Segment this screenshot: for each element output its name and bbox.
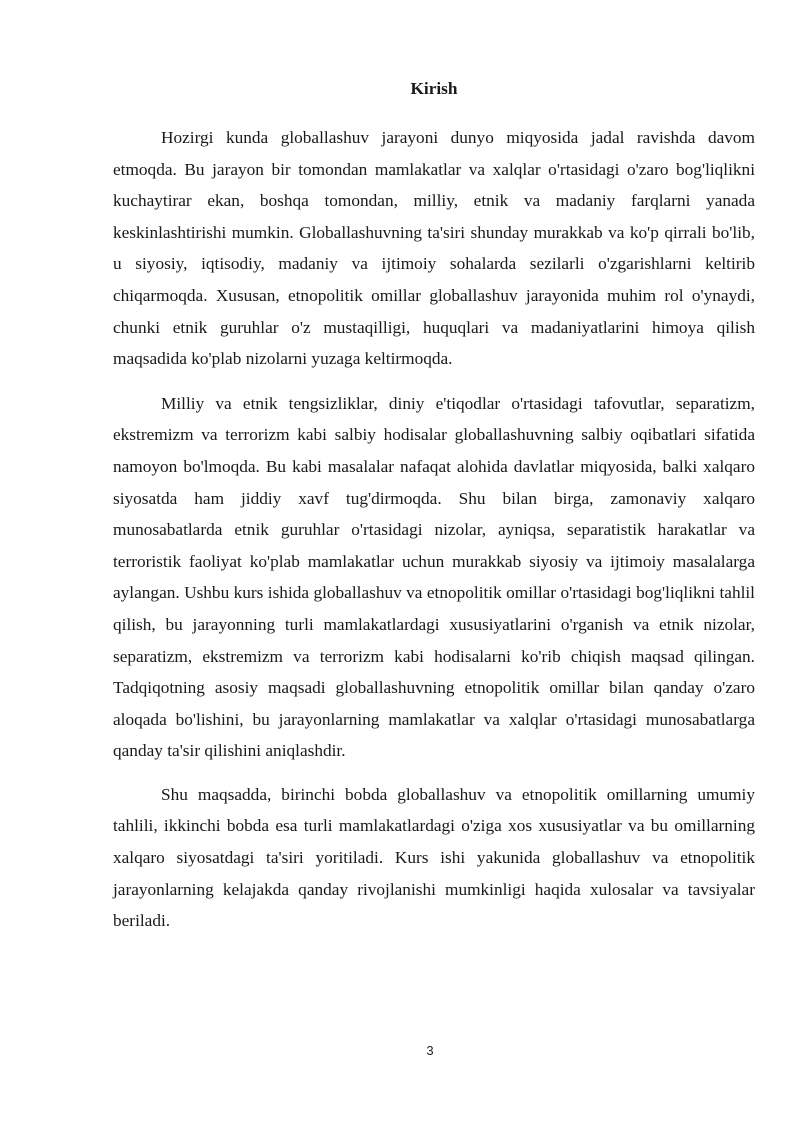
paragraph-1: Hozirgi kunda globallashuv jarayoni dunyo miqyosida jadal ravishda davom etmoqda. Bu jarayon bir tomondan mamlakatlar va xalqlar o'rtasidagi o'zaro bog'liqlikni kuchaytirar ekan, boshqa tomondan, milliy, etnik va madaniy farqlarni yanada keskinlashtirishi mumkin. Globallashuvning ta'siri shunday murakkab va ko'p qirrali bo'lib, u siyosiy, iqtisodiy, madaniy va ijtimoiy sohalarda sezilarli o'zgarishlarni keltirib chiqarmoqda. Xususan, etnopolitik omillar globallashuv jarayonida muhim rol o'ynaydi, chunki etnik guruhlar o'z mustaqilligi, huquqlari va madaniyatlarini himoya qilish maqsadida ko'plab nizolarni yuzaga keltirmoqda.	[113, 128, 755, 369]
paragraph-3: Shu maqsadda, birinchi bobda globallashuv va etnopolitik omillarning umumiy tahlili, ikkinchi bobda esa turli mamlakatlardagi o'ziga xos xususiyatlar va bu omillarning xalqaro siyosatdagi ta'siri yoritiladi. Kurs ishi yakunida globallashuv va etnopolitik jarayonlarning kelajakda qanday rivojlanishi mumkinligi haqida xulosalar va tavsiyalar beriladi.	[113, 784, 755, 931]
page-number: 3	[426, 1043, 434, 1058]
document-body	[113, 70, 755, 950]
section-title: Kirish	[410, 79, 458, 98]
paragraph-2: Milliy va etnik tengsizliklar, diniy e'tiqodlar o'rtasidagi tafovutlar, separatizm, ekstremizm va terrorizm kabi salbiy hodisalar globallashuvning salbiy oqibatlari sifatida namoyon bo'lmoqda. Bu kabi masalalar nafaqat alohida davlatlar miqyosida, balki xalqaro siyosatda ham jiddiy xavf tug'dirmoqda. Shu bilan birga, zamonaviy xalqaro munosabatlarda etnik guruhlar o'rtasidagi nizolar, ayniqsa, separatistik harakatlar va terroristik faoliyat ko'plab mamlakatlar uchun murakkab siyosiy va ijtimoiy masalalarga aylangan. Ushbu kurs ishida globallashuv va etnopolitik omillar o'rtasidagi bog'liqlikni tahlil qilish, bu jarayonning turli mamlakatlardagi xususiyatlarini o'rganish va etnik nizolar, separatizm, ekstremizm va terrorizm kabi hodisalarni ko'rib chiqish maqsad qilingan. Tadqiqotning asosiy maqsadi globallashuvning etnopolitik omillar bilan qanday o'zaro aloqada bo'lishini, bu jarayonlarning mamlakatlar va xalqlar o'rtasidagi munosabatlarga qanday ta'sir qilishini aniqlashdir.	[113, 393, 755, 761]
